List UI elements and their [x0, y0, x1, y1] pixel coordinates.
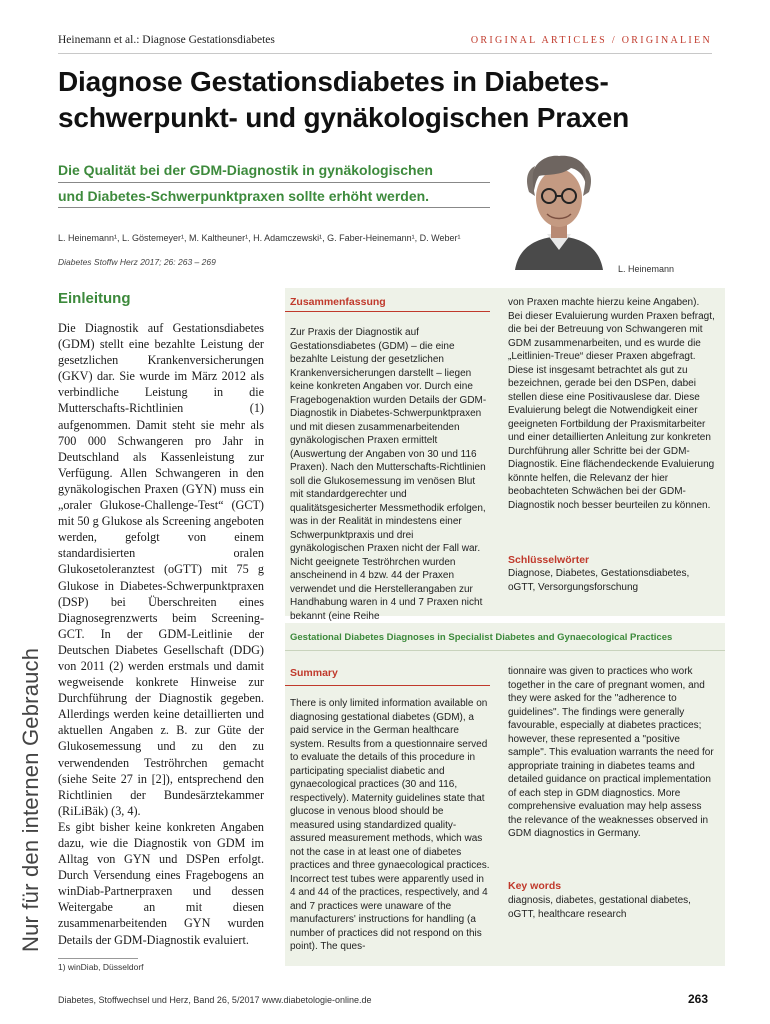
english-title-divider — [285, 650, 725, 651]
title-line-2: schwerpunkt- und gynäkologischen Praxen — [58, 102, 629, 133]
summary-col-2: tionnaire was given to practices who work together in the care of pregnant women, and they were asked for the "adherence to guidelines". The findings were generally favourable, especially at diabetes practices; however, these represented a "positive sample". This evaluation warrants the need for appropriate training in diabetes teams and detailed guidance on practical implementation of each step in GDM diagnostics. More comprehensive evaluation may help assess the relevance of the weaknesses observed in GDM diagnostics in Germany. — [508, 666, 714, 839]
side-watermark: Nur für den internen Gebrauch — [18, 647, 43, 952]
footnote-divider — [58, 958, 138, 959]
keywords-text: diagnosis, diabetes, gestational diabetes, oGTT, healthcare research — [508, 895, 691, 920]
zusammenfassung-col-1: Zur Praxis der Diagnostik auf Gestationsdiabetes (GDM) – die eine bezahlte Leistung der gesetzlichen Krankenversicherungen darstellt – liegen keine konkreten Angaben vor. Durch eine Fragebogenaktion wurden Details der GDM-Diagnostik in Diabetes-Schwerpunktpraxen und mit diesen zusammenarbeitenden gynäkologischen Praxen ermittelt (Auswertung der Angaben von 30 und 116 Praxen). Nach den Mutterschafts-Richtlinien soll die Glukosemessung im venösen Blut mit standardgerechter und qualitätsgesicherter Messmethodik erfolgen, was in der Realität in mindestens einer Schwerpunktpraxis und drei gynäkologischen Praxen nicht der Fall war. Nicht geeignete Teströhrchen wurden anscheinend in 4 bzw. 44 der Praxen verwendet und die Herstellerangaben zur Handhabung waren in 4 und 7 Praxen nicht bekannt (eine Reihe — [290, 327, 487, 622]
schluesselwoerter-heading: Schlüsselwörter — [508, 554, 590, 566]
footnote: 1) winDiab, Düsseldorf — [58, 962, 144, 972]
journal-reference: Diabetes Stoffw Herz 2017; 26: 263 – 269 — [58, 257, 216, 267]
zusammenfassung-heading: Zusammenfassung — [290, 296, 386, 308]
intro-heading: Einleitung — [58, 290, 131, 307]
keywords-heading: Key words — [508, 880, 562, 892]
section-label: ORIGINAL ARTICLES / ORIGINALIEN — [470, 35, 712, 46]
intro-paragraph: Die Diagnostik auf Gestationsdiabetes (GDM) stellt eine bezahlte Leistung der gesetzlichen Krankenversicherungen (GKV) dar. Sie wurde im März 2012 als verbindliche Leistung in die Mutterschafts-Richtlinien (1) aufgenommen. Damit steht sie mehr als 700 000 Schwangeren pro Jahr in Deutschland als Kassenleistung zur Verfügung. Allen Schwangeren in den gynäkologischen Praxen (GYN) muss ein „oraler Glukose-Challenge-Test“ (GCT) mit 50 g Glukose als Screening angeboten werden, gefolgt von einem standardisierten oralen Glukosetoleranztest (oGTT) mit 75 g Glukose in Diabetes-Schwerpunktpraxen (DSP) bei Überschreiten eines Diagnosegrenzwerts beim Screening-GCT. In der GDM-Leitlinie der Deutschen Diabetes Gesellschaft (DDG) von 2011 (2) werden erstmals und damit wegweisende konkrete Hinweise zur Durchführung der Diagnostik gegeben. Allerdings werden keine detaillierten und aktuellen Angaben z. B. zur Güte der Glukosemessung und zu den zu verwendenden Teströhrchen gemacht (siehe Seite 27 in [2]), entsprechend den Richtlinien der Bundesärztekammer (RiLiBäk) (3, 4). — [58, 321, 264, 818]
schluesselwoerter-text: Diagnose, Diabetes, Gestationsdiabetes, oGTT, Versorgungsforschung — [508, 568, 690, 593]
header-divider — [58, 53, 712, 54]
page-number: 263 — [687, 992, 708, 1006]
zusammenfassung-col-2: von Praxen machte hierzu keine Angaben). Bei dieser Evaluierung wurden Praxen befragt, die bei der Betreuung von Schwangeren mit GDM zusammenarbeiten, und es wurde die „Leitlinien-Treue“ dieser Praxen abgefragt. Diese ist insgesamt betrachtet als gut zu bezeichnen, gerade bei den DSPen, dabei stellen diese eine Positivauslese dar. Diese Evaluierung belegt die Notwendigkeit einer geeigneten Fortbildung der Praxismitarbeiter und einer detaillierten Anleitung zur konkreten Durchführung aller Schritte bei der GDM-Diagnostik. Eine flächendeckende Evaluierung könnte helfen, die Relevanz der hier beobachteten Schwächen bei der GDM-Diagnostik noch besser beurteilen zu können. — [508, 297, 715, 511]
summary-divider — [285, 685, 490, 686]
summary-heading: Summary — [290, 667, 338, 679]
zusammenfassung-divider — [285, 311, 490, 312]
running-title: Heinemann et al.: Diagnose Gestationsdiabetes — [58, 34, 275, 46]
title-line-1: Diagnose Gestationsdiabetes in Diabetes- — [58, 66, 609, 97]
subtitle-divider — [58, 207, 490, 208]
footer-journal: Diabetes, Stoffwechsel und Herz, Band 26, 5/2017 www.diabetologie-online.de — [58, 995, 372, 1005]
subtitle-divider — [58, 182, 490, 183]
photo-caption: L. Heinemann — [618, 264, 675, 274]
article-subtitle — [58, 157, 490, 209]
author-list: L. Heinemann¹, L. Göstemeyer¹, M. Kaltheuner¹, H. Adamczewski¹, G. Faber-Heinemann¹, D. Weber¹ — [58, 233, 461, 243]
subtitle-line-2: und Diabetes-Schwerpunktpraxen sollte erhöht werden. — [58, 188, 430, 204]
english-title: Gestational Diabetes Diagnoses in Specialist Diabetes and Gynaecological Practices — [290, 632, 673, 643]
article-title — [58, 64, 738, 136]
summary-col-1: There is only limited information available on diagnosing gestational diabetes (GDM), a paid service in the German healthcare system. Results from a questionnaire served to evaluate the details of this procedure in participating specialist diabetic and gynaecological practices (30 and 116, respectively). Maternity guidelines state that glucose in venous blood should be measured using standardized quality-assured measurement methods, which was not the case in at least one of diabetes practices and three gynaecological practices. Incorrect test tubes were apparently used in 4 and 44 of the practices, respectively, and 4 and 7 practices were unaware of the manufacturers' instructions for handling (a number of practices did not respond on this point). The ques- — [290, 698, 490, 952]
intro-body — [58, 320, 264, 948]
intro-paragraph: Es gibt bisher keine konkreten Angaben dazu, wie die Diagnostik von GDM im Alltag von GYN und DSPen erfolgt. Durch Versendung eines Fragebogens an winDiab-Partnerpraxen und dessen Weitergabe an mit diesen zusammenarbeitenden GYN wurden Details der GDM-Diagnostik evaluiert. — [58, 819, 264, 947]
author-photo — [507, 146, 611, 270]
subtitle-line-1: Die Qualität bei der GDM-Diagnostik in gynäkologischen — [58, 162, 433, 178]
